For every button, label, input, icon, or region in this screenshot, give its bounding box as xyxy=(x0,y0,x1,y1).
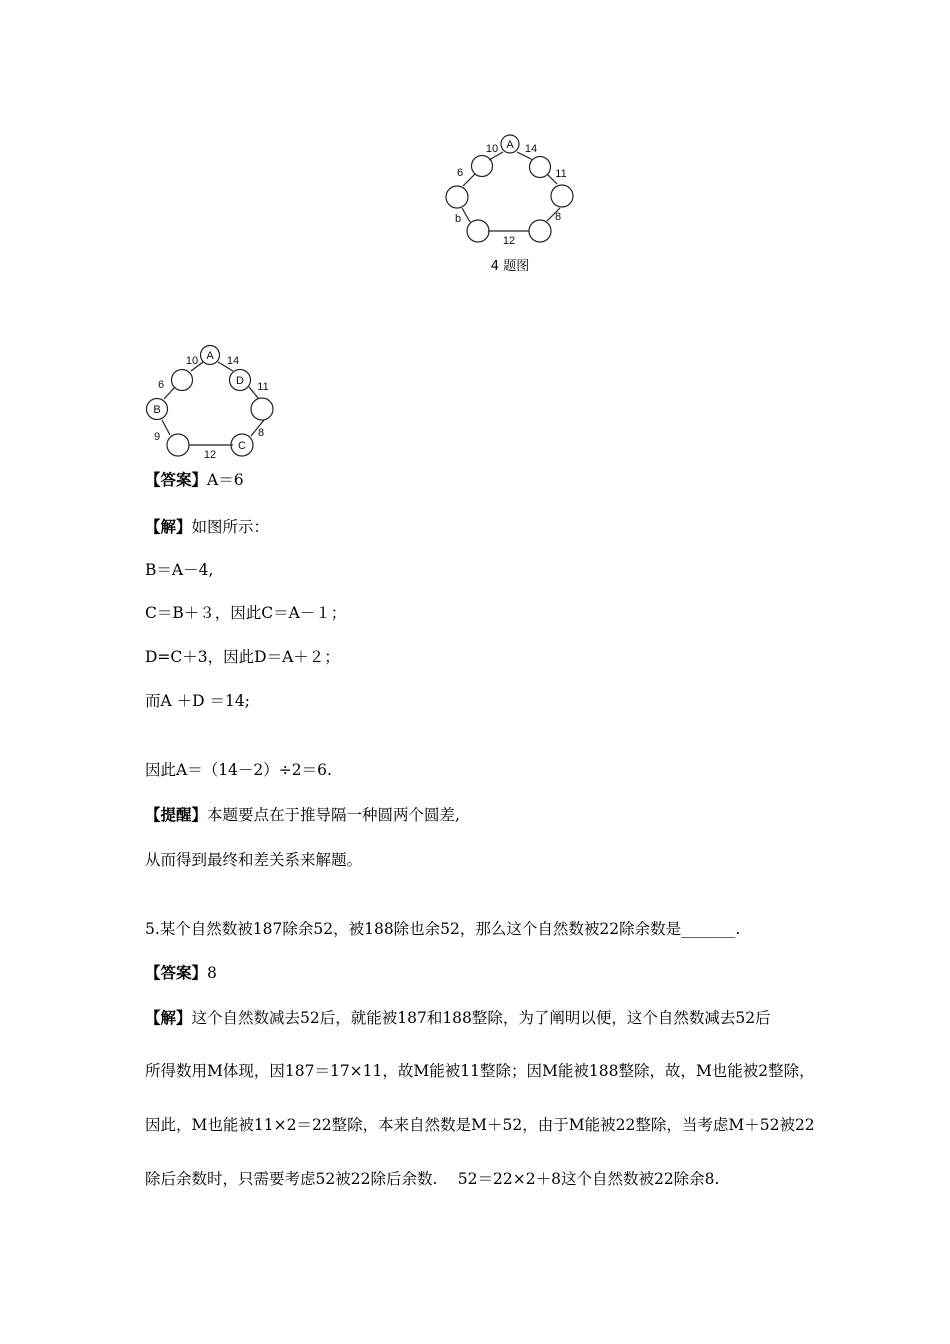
labeled-pentagon-diagram xyxy=(142,342,282,462)
question-5: 5.某个自然数被187除余52，被188除也余52，那么这个自然数被22除余数是_______. xyxy=(145,920,741,938)
pentagon-circle-diagram xyxy=(440,128,580,246)
edge-label: 11 xyxy=(555,168,567,180)
circle-node xyxy=(167,434,189,456)
edge-line xyxy=(462,208,470,222)
solution-step: 而A ＋D ＝14; xyxy=(145,692,250,710)
circle-node xyxy=(530,157,551,178)
circle-node xyxy=(472,156,493,177)
edge-label: 12 xyxy=(502,235,516,246)
circle-node xyxy=(467,220,489,242)
circle-node xyxy=(172,370,193,391)
edge-label: 8 xyxy=(554,211,562,223)
edge-line xyxy=(162,420,170,435)
circle-node xyxy=(446,186,468,208)
answer-tag: 【答案】 xyxy=(145,471,208,489)
answer-line-5 xyxy=(145,963,217,983)
solution-line-5: 因此，M也能被11×2＝22整除，本来自然数是M＋52，由于M能被22整除，当考虑M＋52被22 xyxy=(145,1116,815,1134)
tip-line xyxy=(145,805,460,825)
circle-node xyxy=(529,220,551,242)
solution-step: D=C＋3，因此D＝A＋２； xyxy=(145,648,340,666)
edge-label: 6 xyxy=(456,167,464,179)
figure-caption: 4 题图 xyxy=(490,259,530,274)
edge-label: 6 xyxy=(157,379,165,391)
edge-line xyxy=(463,174,475,186)
solution-step: C＝B＋３，因此C＝A－１； xyxy=(145,604,347,622)
tip-line-2: 从而得到最终和差关系来解题。 xyxy=(145,851,363,869)
edge-label: b xyxy=(454,213,462,225)
node-label-b: B xyxy=(153,404,161,416)
answer-line xyxy=(145,470,244,490)
solution-text: 这个自然数减去52后，就能被187和188整除，为了阐明以便，这个自然数减去52后 xyxy=(191,1009,771,1027)
node-label-a: A xyxy=(506,139,514,151)
pentagon-circle-diagram-labeled xyxy=(142,342,282,462)
circle-node xyxy=(551,185,573,207)
solution-step: 因此A＝（14－2）÷2＝6. xyxy=(145,761,332,779)
edge-label: 9 xyxy=(153,431,161,443)
tip-text: 本题要点在于推导隔一种圆两个圆差, xyxy=(207,806,460,824)
solution-step: B＝A－4, xyxy=(145,561,214,579)
edge-label: 10 xyxy=(185,355,199,367)
solution-tag: 【解】 xyxy=(145,1009,192,1027)
solution-text: 如图所示： xyxy=(191,518,270,536)
edge-label: 8 xyxy=(257,427,265,439)
edge-line xyxy=(164,387,175,399)
edge-label: 14 xyxy=(524,143,538,155)
edge-label: 14 xyxy=(226,355,240,367)
tip-tag: 【提醒】 xyxy=(145,806,208,824)
solution-line-5: 所得数用M体现，因187＝17×11，故M能被11整除；因M能被188整除，故，M也能被2整除， xyxy=(145,1062,815,1080)
node-label-c: C xyxy=(238,440,246,452)
solution-tag: 【解】 xyxy=(145,518,192,536)
circle-node xyxy=(251,398,273,420)
edge-label: 11 xyxy=(257,381,269,393)
solution-line xyxy=(145,517,269,537)
solution-line-5 xyxy=(145,1008,771,1028)
figure-4-diagram xyxy=(440,128,580,246)
solution-line-5: 除后余数时，只需要考虑52被22除后余数. 52＝22×2＋8这个自然数被22除余8. xyxy=(145,1170,720,1188)
answer-text: 8 xyxy=(207,964,217,982)
node-label-a: A xyxy=(206,350,214,362)
answer-text: A＝6 xyxy=(207,471,244,489)
node-label-d: D xyxy=(236,375,244,387)
edge-label: 12 xyxy=(203,449,217,461)
answer-tag: 【答案】 xyxy=(145,964,208,982)
edge-label: 10 xyxy=(485,143,499,155)
